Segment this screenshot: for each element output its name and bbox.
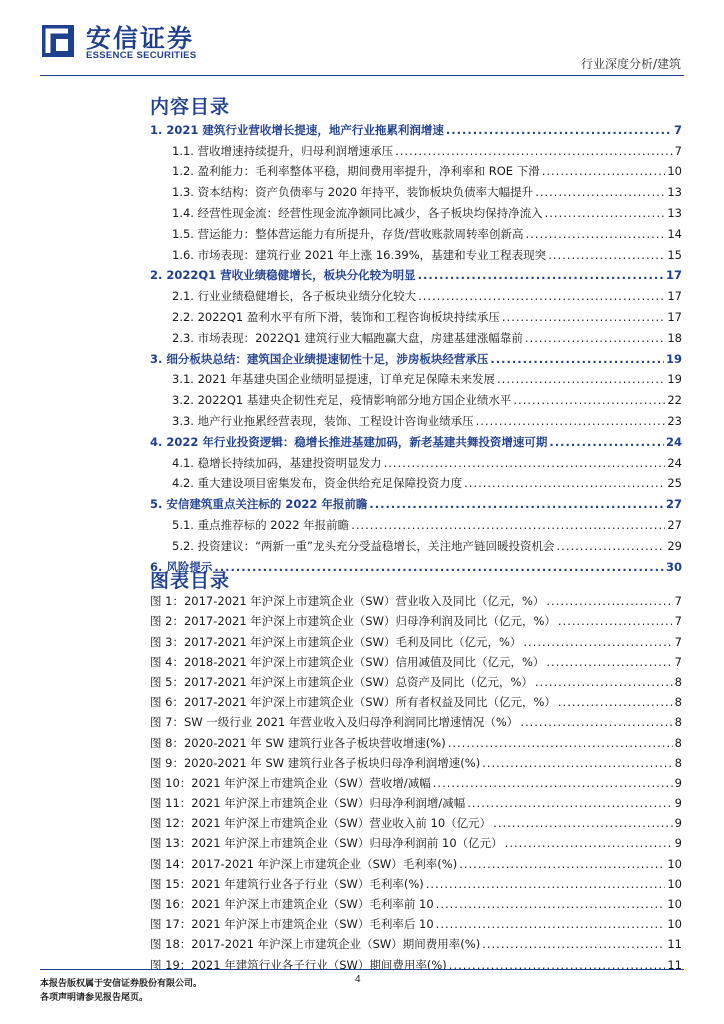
- toc-entry[interactable]: [150, 282, 682, 303]
- dot-leader: [557, 539, 666, 553]
- figure-entry-label: 图 6：2017-2021 年沪深上市建筑企业（SW）所有者权益及同比（亿元，%）: [150, 695, 556, 710]
- page-header: [0, 0, 724, 80]
- toc-entry-label: 3.3. 地产行业拖累经营表现，装饰、工程设计咨询业绩承压: [172, 413, 474, 428]
- figure-entry-label: 图 7：SW 一级行业 2021 年营业收入及归母净利润同比增速情况（%）: [150, 715, 519, 730]
- figure-entry-page: 11: [667, 957, 682, 972]
- toc-entry[interactable]: [150, 241, 682, 262]
- dot-leader: [545, 206, 666, 220]
- toc-entry-page: 29: [667, 538, 682, 553]
- toc-title: 内容目录: [150, 96, 231, 118]
- dot-leader: [535, 185, 665, 199]
- dot-leader: [548, 248, 665, 262]
- dot-leader: [418, 268, 664, 282]
- dot-leader: [520, 715, 672, 729]
- figure-entry[interactable]: [150, 931, 682, 951]
- toc-entry-label: 1.4. 经营性现金流：经营性现金流净额同比减少，各子板块均保持净流入: [172, 205, 543, 220]
- dot-leader: [467, 796, 672, 810]
- toc-entry-page: 24: [667, 455, 682, 470]
- toc-entry-label: 1. 2021 建筑行业营收增长提速，地产行业拖累利润增速: [150, 122, 444, 137]
- dot-leader: [351, 518, 665, 532]
- figure-entry[interactable]: [150, 770, 682, 790]
- toc-entry-page: 13: [667, 185, 682, 200]
- toc-entry-label: 2.2. 2022Q1 盈利水平有所下滑，装饰和工程咨询板块持续承压: [172, 309, 500, 324]
- figure-entry[interactable]: [150, 649, 682, 669]
- toc-entry-label: 1.1. 营收增速持续提升，归母利润增速承压: [172, 143, 394, 158]
- essence-logo-icon: [40, 23, 76, 59]
- figure-entry[interactable]: [150, 628, 682, 648]
- figure-entry-page: 7: [674, 614, 682, 629]
- dot-leader: [490, 352, 664, 366]
- dot-leader: [525, 227, 665, 241]
- dot-leader: [558, 695, 673, 709]
- dot-leader: [418, 289, 665, 303]
- toc-entry-page: 24: [665, 434, 682, 449]
- toc-entry-label: 4. 2022 年行业投资逻辑：稳增长推进基建加码，新老基建共舞投资增速可期: [150, 434, 548, 449]
- toc-entry-label: 4.1. 稳增长持续加码，基建投资明显发力: [172, 455, 382, 470]
- figure-entry-page: 7: [674, 594, 682, 609]
- copyright-note: 本报告版权属于安信证券股份有限公司。: [40, 979, 203, 989]
- toc-entry-page: 13: [667, 205, 682, 220]
- dot-leader: [513, 393, 665, 407]
- toc-entry-page: 17: [665, 268, 682, 283]
- toc-entry[interactable]: [150, 470, 682, 491]
- toc-entry-page: 18: [667, 330, 682, 345]
- figure-entry[interactable]: [150, 891, 682, 911]
- toc-entry-page: 27: [667, 517, 682, 532]
- dot-leader: [542, 164, 666, 178]
- toc-entry-page: 27: [665, 497, 682, 512]
- figure-entry-page: 9: [674, 836, 682, 851]
- dot-leader: [436, 897, 666, 911]
- dot-leader: [448, 736, 673, 750]
- figure-entry[interactable]: [150, 830, 682, 850]
- toc-entry-label: 1.3. 资本结构：资产负债率与 2020 年持平，装饰板块负债率大幅提升: [172, 185, 534, 200]
- figure-entry-label: 图 2：2017-2021 年沪深上市建筑企业（SW）归母净利润及同比（亿元，%）: [150, 614, 556, 629]
- figure-entry[interactable]: [150, 750, 682, 770]
- figure-entry[interactable]: [150, 810, 682, 830]
- toc-entry-page: 17: [667, 289, 682, 304]
- toc-entry[interactable]: [150, 511, 682, 532]
- figure-entry-label: 图 11：2021 年沪深上市建筑企业（SW）归母净利润增/减幅: [150, 796, 466, 811]
- toc-entry-label: 1.6. 市场表现：建筑行业 2021 年上涨 16.39%，基建和专业工程表现突: [172, 247, 547, 262]
- figure-entry[interactable]: [150, 911, 682, 931]
- figure-entry-page: 10: [667, 856, 682, 871]
- figure-entry-page: 7: [674, 654, 682, 669]
- table-of-contents: [150, 116, 682, 574]
- toc-entry[interactable]: [150, 386, 682, 407]
- dot-leader: [476, 414, 666, 428]
- figure-entry-label: 图 16：2021 年沪深上市建筑企业（SW）毛利率前 10: [150, 897, 434, 911]
- dot-leader: [549, 435, 664, 449]
- figure-entry[interactable]: [150, 850, 682, 870]
- dot-leader: [505, 836, 673, 850]
- dot-leader: [502, 310, 665, 324]
- toc-entry-label: 6. 风险提示: [150, 559, 213, 574]
- dot-leader: [497, 372, 665, 386]
- page-number: 4: [355, 974, 361, 985]
- figure-entry-page: 8: [674, 715, 682, 730]
- toc-entry[interactable]: [150, 158, 682, 179]
- brand-name-cn: 安信证券: [86, 24, 195, 53]
- toc-entry-page: 22: [667, 393, 682, 408]
- dot-leader: [446, 123, 672, 137]
- figure-entry[interactable]: [150, 871, 682, 891]
- toc-entry[interactable]: [150, 345, 682, 366]
- toc-entry-page: 10: [667, 164, 682, 179]
- dot-leader: [546, 594, 672, 608]
- figure-entry-label: 图 4：2018-2021 年沪深上市建筑企业（SW）信用减值及同比（亿元，%）: [150, 654, 545, 669]
- figure-entry-page: 11: [667, 937, 682, 952]
- toc-entry[interactable]: [150, 407, 682, 428]
- brand-name-en: ESSENCE SECURITIES: [86, 50, 197, 61]
- figure-entry[interactable]: [150, 709, 682, 729]
- footer-divider: [40, 969, 684, 970]
- list-of-figures: [150, 588, 682, 972]
- toc-entry-label: 2.1. 行业业绩稳健增长，各子板块业绩分化较大: [172, 289, 417, 304]
- figure-entry[interactable]: [150, 790, 682, 810]
- figure-entry-label: 图 5：2017-2021 年沪深上市建筑企业（SW）总资产及同比（亿元，%）: [150, 674, 533, 689]
- toc-entry-label: 5. 安信建筑重点关注标的 2022 年报前瞻: [150, 497, 368, 512]
- toc-entry-label: 3. 细分板块总结：建筑国企业绩提速韧性十足，涉房板块经营承压: [150, 351, 489, 366]
- toc-entry-label: 4.2. 重大建设项目密集发布，资金供给充足保障投资力度: [172, 476, 463, 491]
- toc-entry[interactable]: [150, 137, 682, 158]
- dot-leader: [459, 857, 665, 871]
- report-type: 行业深度分析/建筑: [580, 57, 681, 71]
- toc-entry[interactable]: [150, 262, 682, 283]
- figure-entry-label: 图 9：2020-2021 年 SW 建筑行业各子板块归母净利润增速(%): [150, 755, 481, 770]
- toc-entry-label: 2.3. 市场表现：2022Q1 建筑行业大幅跑赢大盘，房建基建涨幅靠前: [172, 330, 523, 345]
- dot-leader: [493, 816, 673, 830]
- figure-entry-label: 图 3：2017-2021 年沪深上市建筑企业（SW）毛利及同比（亿元，%）: [150, 634, 522, 649]
- toc-entry-page: 19: [667, 372, 682, 387]
- dot-leader: [558, 614, 673, 628]
- dot-leader: [523, 635, 672, 649]
- figure-entry-label: 图 17：2021 年沪深上市建筑企业（SW）毛利率后 10: [150, 917, 434, 932]
- figure-entry[interactable]: [150, 608, 682, 628]
- toc-entry[interactable]: [150, 324, 682, 345]
- toc-entry-label: 1.2. 盈利能力：毛利率整体平稳，期间费用率提升，净利率和 ROE 下滑: [172, 164, 540, 179]
- figure-entry-page: 8: [674, 735, 682, 750]
- figure-entry-label: 图 14：2017-2021 年沪深上市建筑企业（SW）毛利率(%): [150, 856, 458, 871]
- figure-entry[interactable]: [150, 689, 682, 709]
- toc-entry[interactable]: [150, 116, 682, 137]
- toc-entry-label: 2. 2022Q1 营收业绩稳健增长，板块分化较为明显: [150, 268, 416, 283]
- toc-entry[interactable]: [150, 449, 682, 470]
- dot-leader: [482, 756, 672, 770]
- toc-entry-label: 1.5. 营运能力：整体营运能力有所提升，存货/营收账款周转率创新高: [172, 226, 524, 241]
- dot-leader: [436, 917, 666, 931]
- figure-entry-label: 图 18：2017-2021 年沪深上市建筑企业（SW）期间费用率(%): [150, 937, 481, 952]
- toc-entry[interactable]: [150, 178, 682, 199]
- dot-leader: [384, 456, 666, 470]
- figure-entry[interactable]: [150, 669, 682, 689]
- toc-entry[interactable]: [150, 220, 682, 241]
- dot-leader: [464, 476, 665, 490]
- figure-entry-label: 图 8：2020-2021 年 SW 建筑行业各子板块营收增速(%): [150, 735, 446, 750]
- figure-entry-page: 9: [674, 816, 682, 831]
- toc-entry[interactable]: [150, 532, 682, 553]
- toc-entry[interactable]: [150, 490, 682, 511]
- toc-entry-label: 5.1. 重点推荐标的 2022 年报前瞻: [172, 517, 350, 532]
- disclaimer-note: 各项声明请参见报告尾页。: [40, 993, 149, 1003]
- toc-entry-page: 25: [667, 476, 682, 491]
- dot-leader: [525, 331, 665, 345]
- toc-entry-page: 14: [667, 226, 682, 241]
- dot-leader: [535, 675, 673, 689]
- figure-entry-label: 图 19：2021 年建筑行业各子行业（SW）期间费用率(%): [150, 957, 447, 972]
- figure-entry-label: 图 15：2021 年建筑行业各子行业（SW）毛利率(%): [150, 876, 424, 891]
- figure-entry-page: 9: [674, 796, 682, 811]
- toc-entry-page: 23: [667, 413, 682, 428]
- toc-entry[interactable]: [150, 366, 682, 387]
- figure-entry-label: 图 13：2021 年沪深上市建筑企业（SW）归母净利润前 10（亿元）: [150, 836, 503, 851]
- figure-entry-page: 10: [667, 876, 682, 891]
- figure-entry[interactable]: [150, 729, 682, 749]
- figure-entry[interactable]: [150, 588, 682, 608]
- toc-entry-page: 7: [674, 143, 682, 158]
- toc-entry[interactable]: [150, 303, 682, 324]
- dot-leader: [426, 877, 666, 891]
- figure-entry-label: 图 1：2017-2021 年沪深上市建筑企业（SW）营业收入及同比（亿元，%）: [150, 594, 545, 609]
- toc-entry-label: 5.2. 投资建议：“两新一重”龙头充分受益稳增长，关注地产链回暖投资机会: [172, 538, 555, 553]
- header-divider: [40, 75, 684, 76]
- toc-entry-label: 3.2. 2022Q1 基建央企韧性充足，疫情影响部分地方国企业绩水平: [172, 393, 512, 408]
- figures-title: 图表目录: [150, 570, 231, 592]
- figure-entry-label: 图 10：2021 年沪深上市建筑企业（SW）营收增/减幅: [150, 775, 431, 790]
- figure-entry-label: 图 12：2021 年沪深上市建筑企业（SW）营业收入前 10（亿元）: [150, 816, 492, 831]
- figure-entry-page: 10: [667, 897, 682, 911]
- toc-entry-label: 3.1. 2021 年基建央国企业绩明显提速，订单充足保障未来发展: [172, 372, 496, 387]
- dot-leader: [214, 560, 664, 574]
- dot-leader: [369, 497, 664, 511]
- dot-leader: [433, 776, 673, 790]
- dot-leader: [482, 937, 665, 951]
- dot-leader: [395, 144, 673, 158]
- figure-entry-page: 8: [674, 674, 682, 689]
- toc-entry[interactable]: [150, 428, 682, 449]
- figure-entry-page: 9: [674, 775, 682, 790]
- toc-entry-page: 15: [667, 247, 682, 262]
- dot-leader: [546, 655, 672, 669]
- toc-entry-page: 17: [667, 309, 682, 324]
- figure-entry-page: 8: [674, 755, 682, 770]
- toc-entry-page: 30: [665, 559, 682, 574]
- figure-entry-page: 7: [674, 634, 682, 649]
- toc-entry-page: 7: [673, 122, 682, 137]
- toc-entry-page: 19: [665, 351, 682, 366]
- figure-entry-page: 10: [667, 917, 682, 932]
- toc-entry[interactable]: [150, 199, 682, 220]
- figure-entry-page: 8: [674, 695, 682, 710]
